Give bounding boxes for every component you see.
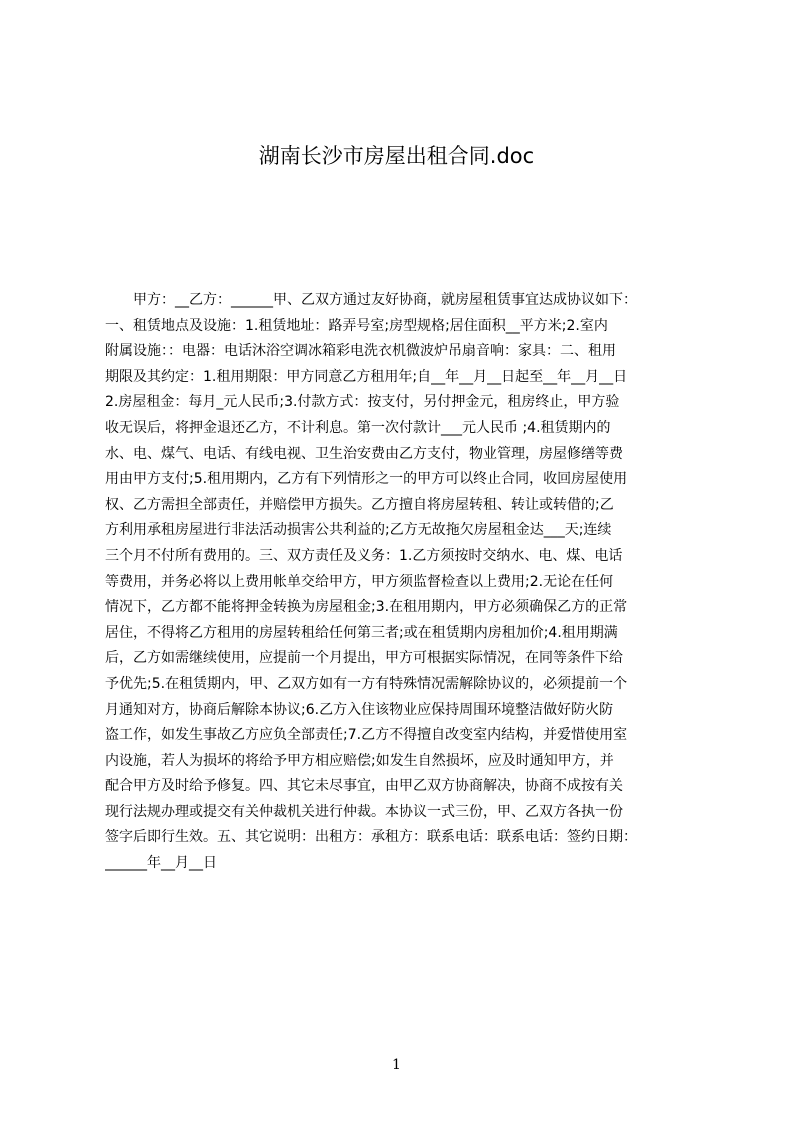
- body-line: 签字后即行生效。五、其它说明：出租方：承租方：联系电话：联系电话：签约日期：: [105, 829, 637, 846]
- body-line: 三个月不付所有费用的。三、双方责任及义务：1.乙方须按时交纳水、电、煤、电话: [105, 547, 623, 564]
- body-line: 现行法规办理或提交有关仲裁机关进行仲裁。本协议一式三份，甲、乙双方各执一份: [105, 803, 623, 820]
- page-number: 1: [392, 1057, 401, 1073]
- document-title: 湖南长沙市房屋出租合同.doc: [258, 144, 535, 168]
- body-line: 等费用，并务必将以上费用帐单交给甲方，甲方须监督检查以上费用;2.无论在任何: [105, 573, 614, 590]
- body-line: ______年__月__日: [105, 855, 217, 872]
- body-line: 附属设施：：电器：电话沐浴空调冰箱彩电洗衣机微波炉吊扇音响：家具：二、租用: [105, 343, 616, 360]
- body-line: 方利用承租房屋进行非法活动损害公共利益的;乙方无故拖欠房屋租金达___天;连续: [105, 522, 612, 539]
- body-line: 收无误后，将押金退还乙方，不计利息。第一次付款计___元人民币 ;4.租赁期内的: [105, 419, 611, 436]
- body-line: 月通知对方，协商后解除本协议;6.乙方入住该物业应保持周围环境整洁做好防火防: [105, 701, 614, 718]
- contract-body: [105, 288, 699, 877]
- body-line: 水、电、煤气、电话、有线电视、卫生治安费由乙方支付，物业管理，房屋修缮等费: [105, 445, 623, 462]
- body-line: 后，乙方如需继续使用，应提前一个月提出，甲方可根据实际情况，在同等条件下给: [105, 650, 623, 667]
- body-line: 甲方：__乙方：______甲、乙双方通过友好协商，就房屋租赁事宜达成协议如下：: [105, 292, 637, 308]
- body-line: 期限及其约定：1.租用期限：甲方同意乙方租用年;自__年__月__日起至__年__月__日: [105, 368, 628, 385]
- body-line: 一、租赁地点及设施：1.租赁地址：路弄号室;房型规格;居住面积__平方米;2.室内: [105, 317, 608, 334]
- body-line: 2.房屋租金：每月_元人民币;3.付款方式：按支付，另付押金元，租房终止，甲方验: [105, 394, 620, 411]
- body-line: 盗工作，如发生事故乙方应负全部责任;7.乙方不得擅自改变室内结构，并爱惜使用室: [105, 727, 628, 744]
- body-line: 居住，不得将乙方租用的房屋转租给任何第三者;或在租赁期内房租加价;4.租用期满: [105, 624, 618, 641]
- body-line: 情况下，乙方都不能将押金转换为房屋租金;3.在租用期内，甲方必须确保乙方的正常: [105, 599, 628, 616]
- body-line: 权、乙方需担全部责任，并赔偿甲方损失。乙方擅自将房屋转租、转让或转借的;乙: [105, 496, 614, 513]
- body-line: 予优先;5.在租赁期内，甲、乙双方如有一方有特殊情况需解除协议的，必须提前一个: [105, 675, 628, 692]
- body-line: 内设施，若人为损坏的将给予甲方相应赔偿;如发生自然损坏，应及时通知甲方，并: [105, 752, 614, 769]
- body-line: 配合甲方及时给予修复。四、其它未尽事宜，由甲乙双方协商解决，协商不成按有关: [105, 778, 623, 795]
- body-line: 用由甲方支付;5.租用期内，乙方有下列情形之一的甲方可以终止合同，收回房屋使用: [105, 471, 628, 488]
